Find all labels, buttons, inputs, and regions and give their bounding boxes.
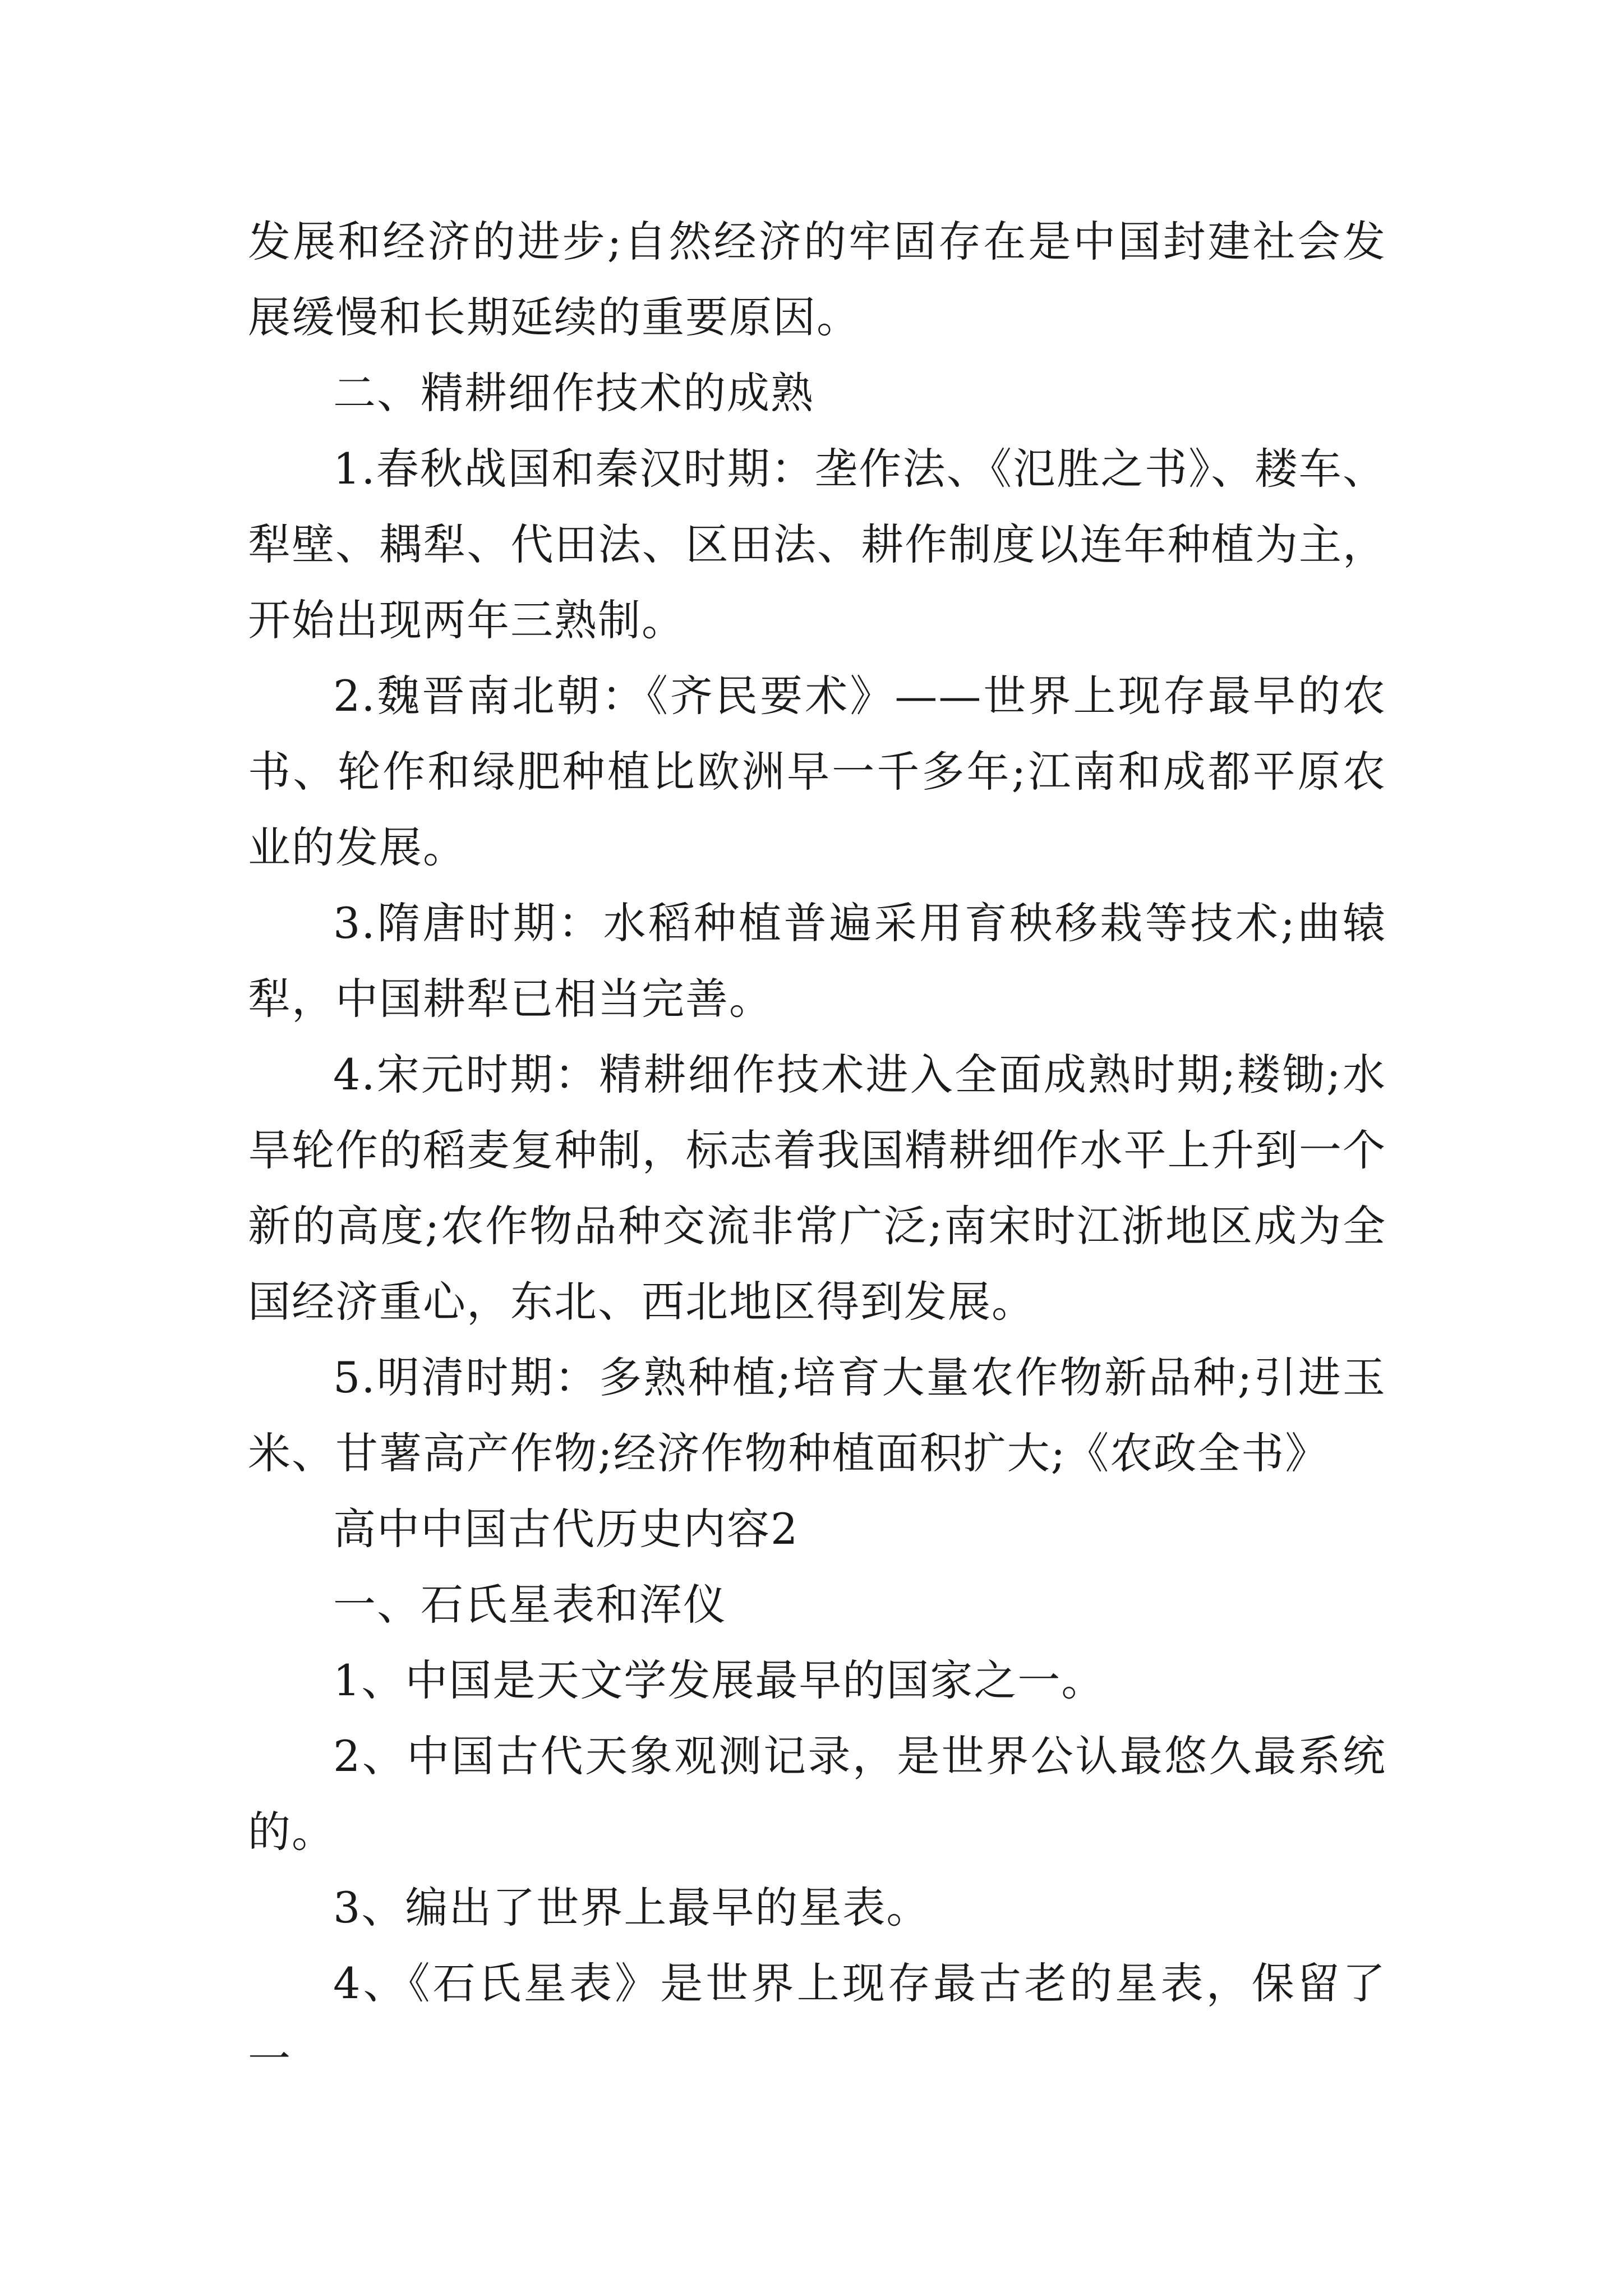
list-item-2: 2、中国古代天象观测记录，是世界公认最悠久最系统的。: [248, 1731, 1386, 1857]
paragraph-ming-qing: 5.明清时期：多熟种植;培育大量农作物新品种;引进玉米、甘薯高产作物;经济作物种植面积扩大;《农政全书》: [248, 1352, 1386, 1478]
paragraph-wei-jin: 2.魏晋南北朝：《齐民要术》——世界上现存最早的农书、轮作和绿肥种植比欧洲早一千多年;江南和成都平原农业的发展。: [248, 671, 1386, 872]
paragraph-spring-autumn: 1.春秋战国和秦汉时期：垄作法、《氾胜之书》、耧车、犁壁、耦犁、代田法、区田法、耕作制度以连年种植为主，开始出现两年三熟制。: [248, 444, 1386, 645]
paragraph-song-yuan: 4.宋元时期：精耕细作技术进入全面成熟时期;耧锄;水旱轮作的稻麦复种制，标志着我国精耕细作水平上升到一个新的高度;农作物品种交流非常广泛;南宋时江浙地区成为全国经济重心，东北、西北地区得到发展。: [248, 1050, 1386, 1327]
paragraph-1: 发展和经济的进步;自然经济的牢固存在是中国封建社会发展缓慢和长期延续的重要原因。: [248, 217, 1386, 342]
section-heading-1: 一、石氏星表和浑仪: [333, 1580, 727, 1630]
article-title-2: 高中中国古代历史内容2: [333, 1504, 799, 1554]
section-heading-2: 二、精耕细作技术的成熟: [333, 368, 814, 418]
paragraph-sui-tang: 3.隋唐时期：水稻种植普遍采用育秧移栽等技术;曲辕犁，中国耕犁已相当完善。: [248, 898, 1386, 1024]
list-item-1: 1、中国是天文学发展最早的国家之一。: [333, 1655, 1105, 1705]
list-item-4: 4、《石氏星表》是世界上现存最古老的星表，保留了一: [248, 1958, 1386, 2084]
document-body: [248, 204, 1386, 2097]
list-item-3: 3、编出了世界上最早的星表。: [333, 1883, 930, 1932]
